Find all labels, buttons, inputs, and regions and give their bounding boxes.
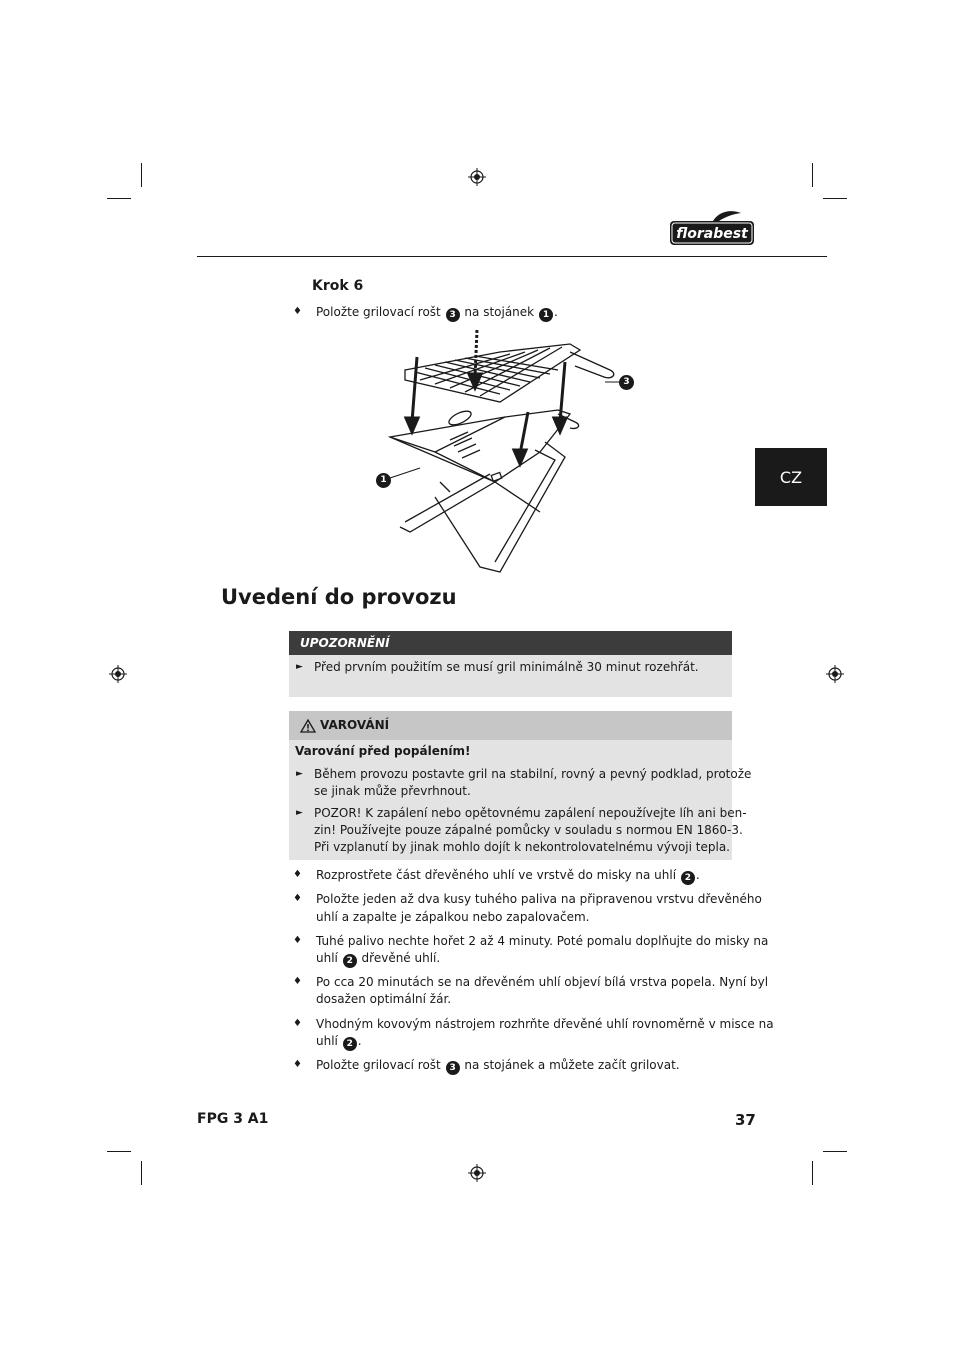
warning-triangle-icon [300,719,316,733]
registration-mark-icon [109,665,127,683]
notice-text: Před prvním použitím se musí gril minimálně 30 minut rozehřát. [314,660,699,674]
callout-stand: 1 [376,473,391,488]
instruction-text: dřevěné uhlí. [361,951,441,965]
warning-text: se jinak může převrhnout. [314,784,471,798]
registration-mark-icon [468,168,486,186]
crop-mark [141,1161,142,1185]
callout-grill-grate: 3 [619,375,634,390]
diamond-bullet-icon: ♦ [293,976,302,987]
instruction-text: Vhodným kovovým nástrojem rozhrňte dřevěné uhlí rovnoměrně v misce na [316,1017,774,1031]
diamond-bullet-icon: ♦ [293,306,302,317]
warning-subheading: Varování před popálením! [295,744,471,758]
florabest-logo [669,207,755,247]
ref-number: 3 [446,1061,460,1075]
diamond-bullet-icon: ♦ [293,893,302,904]
crop-mark [107,198,131,199]
warning-text: Při vzplanutí by jinak mohlo dojít k nekontrolovatelnému vývoji tepla. [314,840,730,854]
notice-heading: UPOZORNĚNÍ [289,631,732,655]
instruction-text: . [695,868,700,882]
crop-mark [107,1151,131,1152]
crop-mark [812,163,813,187]
diamond-bullet-icon: ♦ [293,1018,302,1029]
page-number: 37 [735,1111,756,1129]
step-text: . [553,305,558,319]
instruction-text: uhlí a zapalte je zápalkou nebo zapalovačem. [316,910,590,924]
ref-number: 2 [681,871,695,885]
section-title: Uvedení do provozu [221,585,457,609]
warning-heading: VAROVÁNÍ [320,718,390,732]
instruction-text: Tuhé palivo nechte hořet 2 až 4 minuty. Poté pomalu doplňujte do misky na [316,934,769,948]
instruction-text: Po cca 20 minutách se na dřevěném uhlí objeví bílá vrstva popela. Nyní byl [316,975,769,989]
ref-number: 2 [343,1037,357,1051]
instruction-text: uhlí [316,951,338,965]
ref-number: 2 [343,954,357,968]
instruction-text: na stojánek a můžete začít grilovat. [464,1058,680,1072]
warning-text: POZOR! K zapálení nebo opětovnému zapálení nepoužívejte líh ani ben- [314,806,747,820]
header-rule [197,256,827,257]
instruction-text: Položte jeden až dva kusy tuhého paliva na připravenou vrstvu dřevěného [316,892,762,906]
instruction-text: . [357,1034,362,1048]
crop-mark [823,198,847,199]
arrow-bullet-icon: ► [296,662,303,672]
ref-number: 3 [446,308,460,322]
warning-text: Během provozu postavte gril na stabilní, rovný a pevný podklad, protože [314,767,752,781]
crop-mark [141,163,142,187]
instruction-text: Rozprostřete část dřevěného uhlí ve vrstvě do misky na uhlí [316,868,677,882]
registration-mark-icon [826,665,844,683]
diamond-bullet-icon: ♦ [293,935,302,946]
warning-header [289,711,732,740]
grill-assembly-illustration [380,322,640,577]
arrow-bullet-icon: ► [296,808,303,818]
step-text: na stojánek [464,305,535,319]
language-tab [755,448,827,506]
diamond-bullet-icon: ♦ [293,1059,302,1070]
instruction-text: dosažen optimální žár. [316,992,452,1006]
crop-mark [823,1151,847,1152]
registration-mark-icon [468,1164,486,1182]
diamond-bullet-icon: ♦ [293,869,302,880]
step-text: Položte grilovací rošt [316,305,441,319]
instruction-text: Položte grilovací rošt [316,1058,441,1072]
instruction-text: uhlí [316,1034,338,1048]
brand-text: florabest [676,226,748,242]
step-title: Krok 6 [312,278,364,294]
warning-text: zin! Používejte pouze zápalné pomůcky v souladu s normou EN 1860-3. [314,823,743,837]
arrow-bullet-icon: ► [296,769,303,779]
language-tab-label: CZ [779,467,803,487]
footer-model: FPG 3 A1 [197,1111,269,1127]
crop-mark [812,1161,813,1185]
ref-number: 1 [539,308,553,322]
